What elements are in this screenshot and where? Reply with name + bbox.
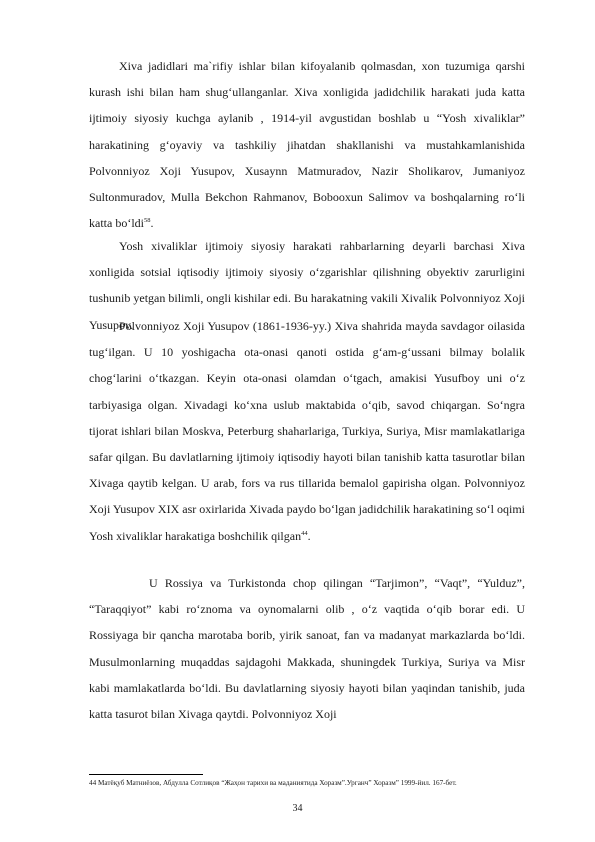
paragraph-text: U Rossiya va Turkistonda chop qilingan “Tarjimon”, “Vaqt”, “Yulduz”, “Taraqqiyot” kabi ro‘znoma va oynomalarni olib , o‘z vaqtida o‘qib borar edi. U Rossiyaga bir qancha marotaba borib, yirik sanoat, fan va madanyat markazlarda bo‘ldi. Musulmonlarning muqaddas sajdagohi Makkada, shuningdek Turkiya, Suriya va Misr kabi mamlakatlarda bo‘ldi. Bu davlatlarning siyosiy hayoti bilan yaqindan tanishib, juda katta tasurot bilan Xivaga qaytdi. Polvonniyoz Xoji <box>89 576 525 722</box>
paragraph-newspapers-travels <box>89 570 525 727</box>
page-number: 34 <box>292 803 303 814</box>
paragraph-text: Polvonniyoz Xoji Yusupov (1861-1936-yy.) Xiva shahrida mayda savdagor oilasida tug‘ilgan. U 10 yoshigacha ota-onasi qanoti ostida g‘am-g‘ussani bilmay bolalik chog‘larini o‘tkazgan. Keyin ota-onasi olamdan o‘tgach, amakisi Yusufboy uni o‘z tarbiyasiga olgan. Xivadagi ko‘xna uslub maktabida o‘qib, savod chiqargan. So‘ngra tijorat ishlari bilan Moskva, Peterburg shaharlariga, Turkiya, Suriya, Misr mamlakatlariga safar qilgan. Bu davlatlarning ijtimoiy iqtisodiy hayoti bilan tanishib katta tasurotlar bilan Xivaga qaytib kelgan. U arab, fors va rus tillarida bemalol gapirisha olgan. Polvonniyoz Xoji Yusupov XIX asr oxirlarida Xivada paydo bo‘lgan jadidchilik harakatining so‘l oqimi Yosh xivaliklar harakatiga boshchilik qilgan <box>89 319 525 543</box>
paragraph-polvonniyoz-biography <box>89 313 525 549</box>
paragraph-text: Yosh xivaliklar ijtimoiy siyosiy harakati rahbarlarning deyarli barchasi Xiva xonligida sotsial iqtisodiy ijtimoiy siyosiy o‘zgarishlar qilishning obyektiv zarurligini tushunib yetgan bilimli, ongli kishilar edi. Bu harakatning vakili Xivalik Polvonniyoz Xoji Yusupov. <box>89 239 525 332</box>
footnote-separator <box>89 774 203 775</box>
paragraph-jadids-struggle <box>89 53 525 236</box>
footnote: 44 Матёқуб Матниёзов, Абдулла Сотлиқов “Жаҳон тарихи ва маданиятида Хоразм”.Урганч” Хоразм” 1999-йил. 167-бет. <box>89 779 457 787</box>
paragraph-text: Xiva jadidlari ma`rifiy ishlar bilan kifoyalanib qolmasdan, xon tuzumiga qarshi kurash ishi bilan ham shug‘ullanganlar. Xiva xonligida jadidchilik harakati juda katta ijtimoiy siyosiy kuchga aylanib , 1914-yil avgustidan boshlab u “Yosh xivaliklar” harakatining g‘oyaviy va tashkiliy jihatdan shakllanishi va mustahkamlanishida Polvonniyoz Xoji Yusupov, Xusaynn Matmuradov, Nazir Sholikarov, Jumaniyoz Sultonmuradov, Mulla Bekchon Rahmanov, Bobooxun Salimov va boshqalarning ro‘li katta bo‘ldi <box>89 59 525 231</box>
footnote-ref: 44 <box>301 529 308 537</box>
paragraph-end: . <box>307 528 311 543</box>
footnote-ref: 58 <box>143 217 151 225</box>
paragraph-end: . <box>150 216 154 231</box>
